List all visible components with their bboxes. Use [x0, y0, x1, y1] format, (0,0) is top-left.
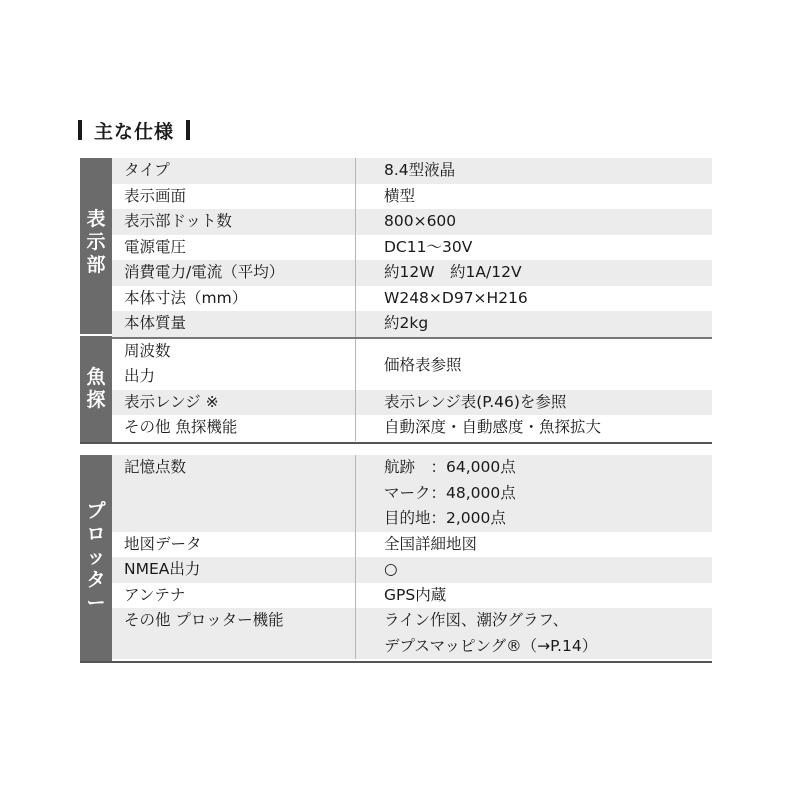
spec-value: 横型 [384, 186, 416, 205]
spec-key: その他 魚探機能 [112, 415, 356, 441]
spec-key: 表示画面 [112, 184, 356, 210]
spec-key: 地図データ [112, 532, 356, 558]
spec-key: その他 プロッター機能 [124, 611, 284, 629]
spec-rows [112, 455, 712, 659]
category-label-plotter [80, 455, 112, 661]
table-row [112, 158, 712, 184]
table-row [112, 608, 712, 659]
spec-table-plotter [80, 455, 712, 663]
heading-bar-left [78, 120, 82, 140]
category-char: 表 [86, 208, 106, 230]
spec-key: NMEA出力 [112, 557, 356, 583]
spec-value: 表示レンジ表(P.46)を参照 [384, 392, 567, 411]
spec-value: 全国詳細地図 [384, 534, 478, 553]
category-char: 示 [86, 231, 106, 253]
table-row [112, 455, 712, 532]
spec-rows [112, 158, 712, 441]
spec-value: 自動深度・自動感度・魚探拡大 [384, 418, 602, 436]
category-char: ッ [86, 546, 106, 568]
spec-key: 記憶点数 [124, 458, 187, 476]
spec-value: ○ [384, 560, 398, 578]
spec-value: 約2kg [384, 314, 429, 332]
category-label-sonar [80, 336, 112, 442]
category-char: 魚 [86, 366, 106, 388]
category-char: ロ [86, 523, 106, 545]
spec-key: 本体寸法（mm） [112, 286, 356, 312]
spec-value-multiline [356, 608, 712, 659]
spec-key: 電源電圧 [112, 235, 356, 261]
table-row [112, 235, 712, 261]
table-row [112, 415, 712, 441]
spec-value: 約12W 約1A/12V [384, 263, 522, 281]
spec-value: GPS内蔵 [384, 585, 447, 604]
spec-key: 消費電力/電流（平均） [112, 260, 356, 286]
table-row [112, 339, 712, 390]
table-row [112, 209, 712, 235]
spec-key: タイプ [112, 158, 356, 184]
table-row [112, 532, 712, 558]
spec-value-line: 航跡 ：64,000点 [384, 458, 516, 476]
spec-table-display-sonar [80, 158, 712, 444]
spec-value-line: 目的地：2,000点 [384, 509, 506, 527]
spec-key-multiline [112, 339, 356, 390]
page-title: 主な仕様 [94, 120, 175, 143]
spec-value: DC11～30V [384, 237, 473, 256]
table-row [112, 286, 712, 312]
spec-value-line: デプスマッピング®（→P.14） [384, 636, 598, 655]
spec-key: 表示レンジ ※ [112, 390, 356, 416]
table-row [112, 390, 712, 416]
table-row [112, 311, 712, 337]
spec-value-text: 価格表参照 [384, 356, 462, 374]
spec-value-line: ライン作図、潮汐グラフ、 [384, 611, 569, 629]
category-char: タ [86, 569, 106, 591]
category-label-display [80, 158, 112, 334]
category-char: 部 [86, 254, 106, 276]
spec-key-cell [112, 455, 356, 532]
table-row [112, 583, 712, 609]
category-char: 探 [86, 389, 106, 411]
category-char: プ [86, 500, 106, 522]
table-row [112, 557, 712, 583]
spec-value: 8.4型液晶 [384, 161, 456, 179]
spec-key-line: 出力 [124, 367, 156, 385]
category-char: ー [86, 592, 106, 614]
spec-key: アンテナ [112, 583, 356, 609]
spec-value-line: マーク：48,000点 [384, 483, 516, 502]
spec-key: 表示部ドット数 [112, 209, 356, 235]
spec-key-line: 周波数 [124, 341, 171, 360]
spec-heading [78, 118, 190, 142]
spec-value: 800×600 [384, 212, 457, 230]
spec-key-cell [112, 608, 356, 659]
spec-key: 本体質量 [112, 311, 356, 337]
spec-value [356, 339, 712, 390]
table-row [112, 184, 712, 210]
table-row [112, 260, 712, 286]
heading-bar-right [186, 120, 190, 140]
spec-value-multiline [356, 455, 712, 532]
spec-value: W248×D97×H216 [384, 288, 528, 307]
